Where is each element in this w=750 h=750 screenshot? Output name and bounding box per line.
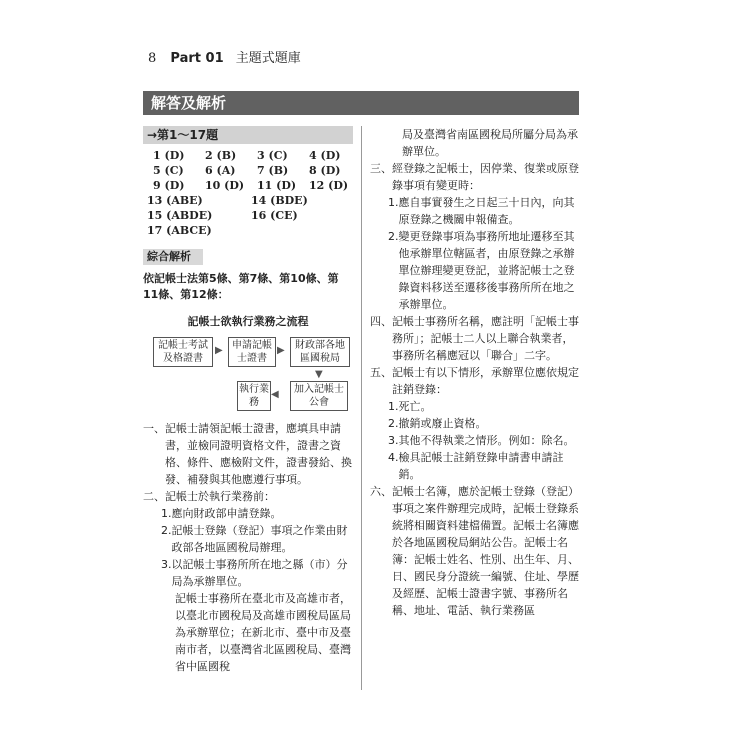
flow-box-bureau: 財政部各地區國稅局 — [290, 337, 350, 367]
list-item: 五、 記帳士有以下情形，承辦單位應依規定註銷登錄： — [370, 366, 579, 396]
left-column — [143, 126, 353, 417]
list-item: 三、 經登錄之記帳士，因停業、復業或原登錄事項有變更時： — [370, 162, 579, 192]
answer-cell — [251, 224, 355, 237]
list-item: 一、 記帳士請領記帳士證書，應填具申請書，並檢同證明資格文件，證書之資格、條件、應檢附文件，證書發給、換發、補發與其他應遵行事項。 — [143, 422, 352, 486]
sub-item: 3. 其他不得執業之情形。例如：除名。 — [388, 434, 575, 447]
right-head-text: 局及臺灣省南區國稅局所屬分局為承辦單位。 — [402, 128, 578, 158]
answer-cell: 13 (ABE) — [147, 194, 203, 207]
left-body — [143, 420, 353, 675]
flow-title: 記帳士欲執行業務之流程 — [187, 315, 309, 328]
answer-cell: 3 (C) — [257, 149, 288, 162]
list-item: 四、 記帳士事務所名稱，應註明「記帳士事務所」；記帳士二人以上聯合執業者，事務所名稱應冠以「聯合」二字。 — [370, 315, 579, 362]
left-tail-text: 記帳士事務所在臺北市及高雄市者，以臺北市國稅局及高雄市國稅局區局為承辦單位；在新北市、臺中市及臺南市者，以臺灣省北區國稅局、臺灣省中區國稅 — [175, 592, 351, 673]
running-header — [148, 47, 301, 66]
part-label: Part 01 — [170, 51, 224, 66]
flow-box-practice: 執行業務 — [237, 381, 271, 411]
arrow-left-icon: ◀ — [271, 389, 279, 400]
section-title: 解答及解析 — [143, 91, 579, 115]
answer-range-bar: →第1～17題 — [143, 126, 353, 144]
answer-cell: 17 (ABCE) — [147, 224, 212, 237]
answer-cell: 7 (B) — [257, 164, 289, 177]
sub-item: 2. 撤銷或廢止資格。 — [388, 417, 487, 430]
answer-cell: 11 (D) — [257, 179, 297, 192]
answer-cell: 12 (D) — [309, 179, 349, 192]
arrow-down-icon: ▼ — [315, 369, 323, 380]
answer-cell: 8 (D) — [309, 164, 341, 177]
answer-cell: 6 (A) — [205, 164, 236, 177]
sub-item: 1. 應向財政部申請登錄。 — [161, 507, 282, 520]
answer-cell: 4 (D) — [309, 149, 341, 162]
answer-cell: 10 (D) — [205, 179, 245, 192]
answer-cell: 15 (ABDE) — [147, 209, 213, 222]
sub-item: 1. 死亡。 — [388, 400, 432, 413]
sub-item: 1. 應自事實發生之日起三十日內，向其原登錄之機關申報備查。 — [388, 196, 575, 226]
answer-grid — [143, 149, 353, 192]
answer-cell: 2 (B) — [205, 149, 237, 162]
flow-box-apply: 申請記帳士證書 — [228, 337, 276, 367]
right-column — [370, 126, 580, 619]
flow-box-exam: 記帳士考試及格證書 — [153, 337, 213, 367]
page-number: 8 — [148, 51, 157, 66]
flow-diagram — [143, 337, 353, 417]
arrow-right-icon: ▶ — [277, 345, 285, 356]
answer-cell: 14 (BDE) — [251, 194, 308, 207]
answer-cell: 1 (D) — [153, 149, 185, 162]
answer-grid-multi — [143, 194, 353, 237]
list-item: 二、 記帳士於執行業務前： — [143, 490, 275, 503]
sub-item: 3. 以記帳士事務所所在地之縣（市）分局為承辦單位。 — [161, 558, 348, 588]
answer-cell: 9 (D) — [153, 179, 185, 192]
sub-item: 4. 檢具記帳士註銷登錄申請書申請註銷。 — [388, 451, 564, 481]
sub-item: 2. 記帳士登錄（登記）事項之作業由財政部各地區國稅局辦理。 — [161, 524, 348, 554]
column-divider — [361, 126, 362, 690]
header-title: 主題式題庫 — [235, 51, 301, 66]
answer-cell: 5 (C) — [153, 164, 184, 177]
answer-cell: 16 (CE) — [251, 209, 298, 222]
flow-box-union: 加入記帳士公會 — [290, 381, 348, 411]
sub-item: 2. 變更登錄事項為事務所地址遷移至其他承辦單位轄區者，由原登錄之承辦單位辦理變更登記，並將記帳士之登錄資料移送至遷移後事務所所在地之承辦單位。 — [388, 230, 575, 311]
summary-label: 綜合解析 — [143, 249, 203, 265]
basis-text: 依記帳士法第5條、第7條、第10條、第11條、第12條： — [143, 272, 339, 301]
arrow-right-icon: ▶ — [215, 345, 223, 356]
list-item: 六、 記帳士名簿，應於記帳士登錄（登記）事項之案件辦理完成時，記帳士登錄系統將相關資料建檔備置。記帳士名簿應於各地區國稅局網站公告。記帳士名簿：記帳士姓名、性別、出生年、月、日、國民身分證統一編號、住址、學歷及經歷、記帳士證書字號、事務所名稱、地址、電話、執行業務區 — [370, 485, 579, 617]
